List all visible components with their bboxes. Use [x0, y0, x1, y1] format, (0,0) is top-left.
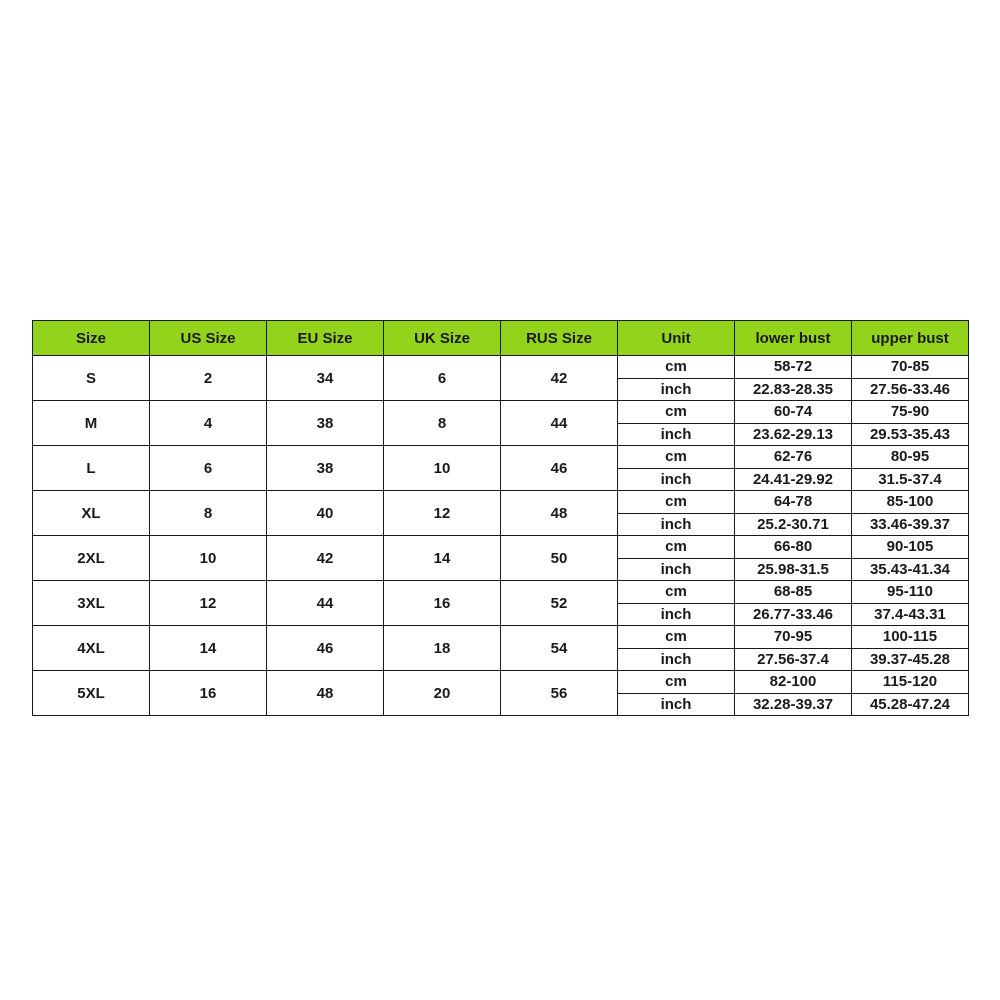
unit-cell: cm — [618, 581, 735, 604]
table-header — [33, 321, 969, 356]
uk-size-cell: 8 — [384, 401, 501, 446]
rus-size-cell: 42 — [501, 356, 618, 401]
upper-bust-cell: 90-105 — [852, 536, 969, 559]
header-row — [33, 321, 969, 356]
lower-bust-cell: 64-78 — [735, 491, 852, 514]
rus-size-cell: 50 — [501, 536, 618, 581]
lower-bust-cell: 70-95 — [735, 626, 852, 649]
upper-bust-cell: 27.56-33.46 — [852, 378, 969, 401]
table-row — [33, 491, 969, 514]
lower-bust-cell: 27.56-37.4 — [735, 648, 852, 671]
table-row — [33, 356, 969, 379]
rus-size-cell: 54 — [501, 626, 618, 671]
table-row — [33, 536, 969, 559]
header-upper-bust: upper bust — [852, 321, 969, 356]
header-rus-size: RUS Size — [501, 321, 618, 356]
table-row — [33, 671, 969, 694]
upper-bust-cell: 115-120 — [852, 671, 969, 694]
rus-size-cell: 46 — [501, 446, 618, 491]
unit-cell: inch — [618, 513, 735, 536]
uk-size-cell: 20 — [384, 671, 501, 716]
upper-bust-cell: 80-95 — [852, 446, 969, 469]
unit-cell: inch — [618, 558, 735, 581]
upper-bust-cell: 75-90 — [852, 401, 969, 424]
size-cell: 3XL — [33, 581, 150, 626]
lower-bust-cell: 62-76 — [735, 446, 852, 469]
unit-cell: cm — [618, 446, 735, 469]
lower-bust-cell: 68-85 — [735, 581, 852, 604]
rus-size-cell: 52 — [501, 581, 618, 626]
table-row — [33, 401, 969, 424]
us-size-cell: 14 — [150, 626, 267, 671]
unit-cell: cm — [618, 671, 735, 694]
header-us-size: US Size — [150, 321, 267, 356]
upper-bust-cell: 35.43-41.34 — [852, 558, 969, 581]
uk-size-cell: 18 — [384, 626, 501, 671]
lower-bust-cell: 24.41-29.92 — [735, 468, 852, 491]
lower-bust-cell: 25.98-31.5 — [735, 558, 852, 581]
unit-cell: inch — [618, 468, 735, 491]
eu-size-cell: 46 — [267, 626, 384, 671]
unit-cell: inch — [618, 693, 735, 716]
eu-size-cell: 42 — [267, 536, 384, 581]
uk-size-cell: 6 — [384, 356, 501, 401]
eu-size-cell: 38 — [267, 401, 384, 446]
size-cell: M — [33, 401, 150, 446]
uk-size-cell: 10 — [384, 446, 501, 491]
rus-size-cell: 56 — [501, 671, 618, 716]
upper-bust-cell: 100-115 — [852, 626, 969, 649]
size-cell: XL — [33, 491, 150, 536]
upper-bust-cell: 70-85 — [852, 356, 969, 379]
us-size-cell: 6 — [150, 446, 267, 491]
lower-bust-cell: 82-100 — [735, 671, 852, 694]
eu-size-cell: 38 — [267, 446, 384, 491]
table-row — [33, 446, 969, 469]
eu-size-cell: 48 — [267, 671, 384, 716]
lower-bust-cell: 25.2-30.71 — [735, 513, 852, 536]
header-lower-bust: lower bust — [735, 321, 852, 356]
unit-cell: inch — [618, 603, 735, 626]
upper-bust-cell: 39.37-45.28 — [852, 648, 969, 671]
header-uk-size: UK Size — [384, 321, 501, 356]
us-size-cell: 16 — [150, 671, 267, 716]
us-size-cell: 12 — [150, 581, 267, 626]
header-unit: Unit — [618, 321, 735, 356]
upper-bust-cell: 85-100 — [852, 491, 969, 514]
size-cell: L — [33, 446, 150, 491]
us-size-cell: 4 — [150, 401, 267, 446]
size-cell: 5XL — [33, 671, 150, 716]
uk-size-cell: 16 — [384, 581, 501, 626]
eu-size-cell: 40 — [267, 491, 384, 536]
unit-cell: inch — [618, 378, 735, 401]
upper-bust-cell: 37.4-43.31 — [852, 603, 969, 626]
us-size-cell: 8 — [150, 491, 267, 536]
lower-bust-cell: 66-80 — [735, 536, 852, 559]
eu-size-cell: 44 — [267, 581, 384, 626]
upper-bust-cell: 31.5-37.4 — [852, 468, 969, 491]
uk-size-cell: 12 — [384, 491, 501, 536]
header-eu-size: EU Size — [267, 321, 384, 356]
us-size-cell: 10 — [150, 536, 267, 581]
unit-cell: cm — [618, 491, 735, 514]
unit-cell: inch — [618, 648, 735, 671]
size-chart-table — [32, 320, 969, 716]
eu-size-cell: 34 — [267, 356, 384, 401]
rus-size-cell: 44 — [501, 401, 618, 446]
upper-bust-cell: 33.46-39.37 — [852, 513, 969, 536]
table-body — [33, 356, 969, 716]
unit-cell: cm — [618, 626, 735, 649]
upper-bust-cell: 45.28-47.24 — [852, 693, 969, 716]
lower-bust-cell: 58-72 — [735, 356, 852, 379]
size-cell: 4XL — [33, 626, 150, 671]
header-size: Size — [33, 321, 150, 356]
table-row — [33, 581, 969, 604]
lower-bust-cell: 23.62-29.13 — [735, 423, 852, 446]
unit-cell: inch — [618, 423, 735, 446]
upper-bust-cell: 29.53-35.43 — [852, 423, 969, 446]
unit-cell: cm — [618, 536, 735, 559]
lower-bust-cell: 32.28-39.37 — [735, 693, 852, 716]
size-cell: S — [33, 356, 150, 401]
lower-bust-cell: 22.83-28.35 — [735, 378, 852, 401]
unit-cell: cm — [618, 401, 735, 424]
lower-bust-cell: 60-74 — [735, 401, 852, 424]
lower-bust-cell: 26.77-33.46 — [735, 603, 852, 626]
unit-cell: cm — [618, 356, 735, 379]
uk-size-cell: 14 — [384, 536, 501, 581]
us-size-cell: 2 — [150, 356, 267, 401]
upper-bust-cell: 95-110 — [852, 581, 969, 604]
size-cell: 2XL — [33, 536, 150, 581]
table-row — [33, 626, 969, 649]
rus-size-cell: 48 — [501, 491, 618, 536]
